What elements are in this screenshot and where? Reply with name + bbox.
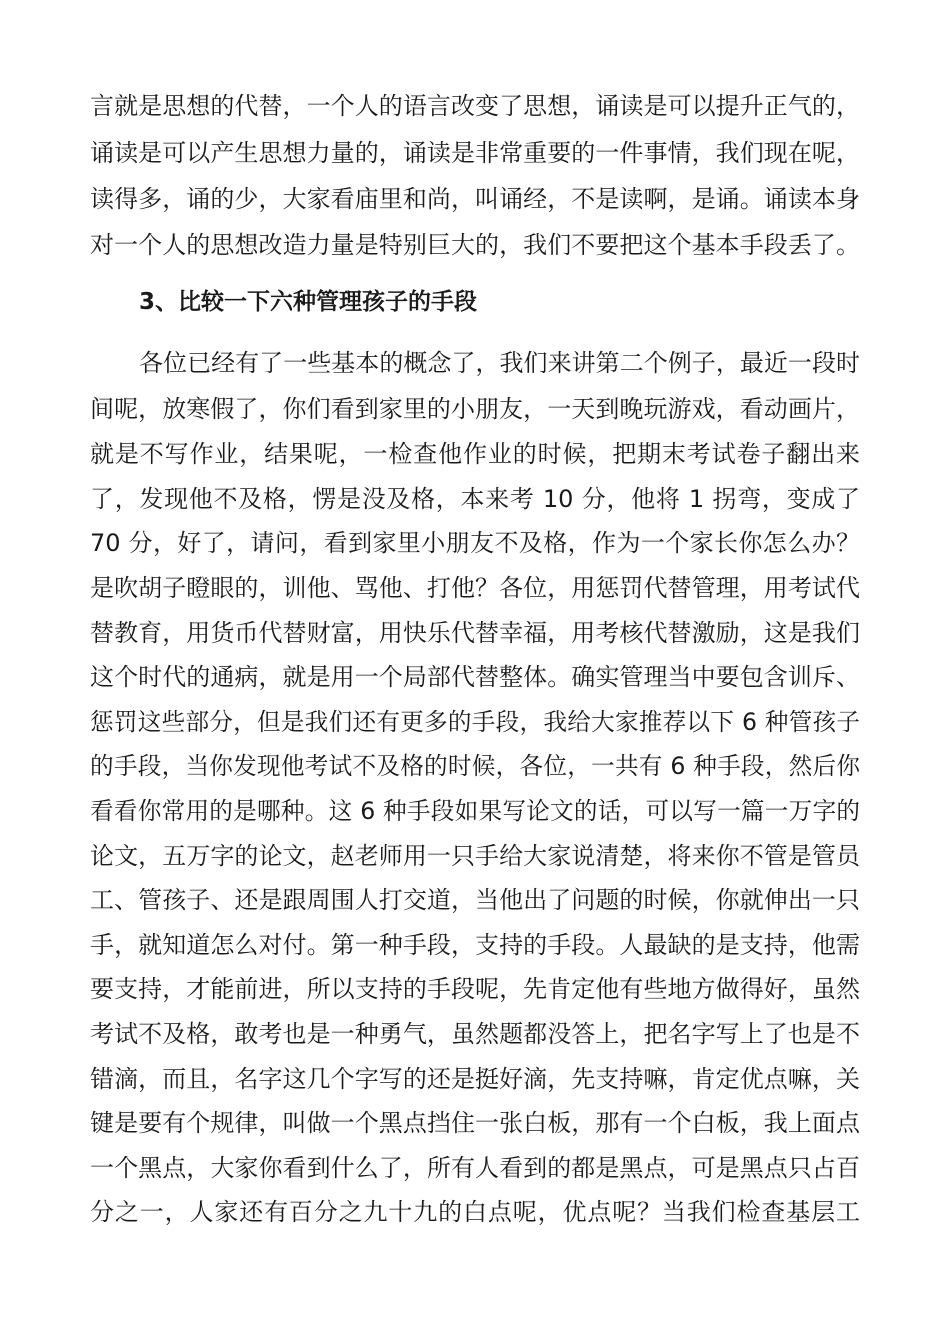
paragraph-line: 看看你常用的是哪种。这 6 种手段如果写论文的话，可以写一篇一万字的	[90, 797, 860, 825]
paragraph-line: 对一个人的思想改造力量是特别巨大的，我们不要把这个基本手段丢了。	[90, 231, 860, 259]
paragraph-line: 要支持，才能前进，所以支持的手段呢，先肯定他有些地方做得好，虽然	[90, 975, 860, 1003]
paragraph-line: 诵读是可以产生思想力量的，诵读是非常重要的一件事情，我们现在呢，	[90, 139, 860, 167]
paragraph-line: 70 分，好了，请问，看到家里小朋友不及格，作为一个家长你怎么办？	[90, 529, 860, 557]
paragraph-line: 替教育，用货币代替财富，用快乐代替幸福，用考核代替激励，这是我们	[90, 619, 860, 647]
paragraph-line: 各位已经有了一些基本的概念了，我们来讲第二个例子，最近一段时	[139, 349, 860, 377]
paragraph-line: 间呢，放寒假了，你们看到家里的小朋友，一天到晚玩游戏，看动画片，	[90, 395, 860, 423]
paragraph-line: 了，发现他不及格，愣是没及格，本来考 10 分，他将 1 拐弯，变成了	[90, 485, 860, 513]
paragraph-line: 论文，五万字的论文，赵老师用一只手给大家说清楚，将来你不管是管员	[90, 842, 860, 870]
paragraph-line: 这个时代的通病，就是用一个局部代替整体。确实管理当中要包含训斥、	[90, 663, 860, 691]
paragraph-line: 的手段，当你发现他考试不及格的时候，各位，一共有 6 种手段，然后你	[90, 752, 860, 780]
paragraph-line: 惩罚这些部分，但是我们还有更多的手段，我给大家推荐以下 6 种管孩子	[90, 708, 860, 736]
paragraph-line: 分之一，人家还有百分之九十九的白点呢，优点呢？当我们检查基层工	[90, 1198, 860, 1226]
paragraph-line: 考试不及格，敢考也是一种勇气，虽然题都没答上，把名字写上了也是不	[90, 1020, 860, 1048]
paragraph-line: 读得多，诵的少，大家看庙里和尚，叫诵经，不是读啊，是诵。诵读本身	[90, 185, 860, 213]
paragraph-line: 手，就知道怎么对付。第一种手段，支持的手段。人最缺的是支持，他需	[90, 931, 860, 959]
paragraph-line: 一个黑点，大家你看到什么了，所有人看到的都是黑点，可是黑点只占百	[90, 1154, 860, 1182]
paragraph-line: 言就是思想的代替，一个人的语言改变了思想，诵读是可以提升正气的，	[90, 92, 860, 120]
paragraph-line: 键是要有个规律，叫做一个黑点挡住一张白板，那有一个白板，我上面点	[90, 1109, 860, 1137]
paragraph-line: 错滴，而且，名字这几个字写的还是挺好滴，先支持嘛，肯定优点嘛，关	[90, 1065, 860, 1093]
paragraph-line: 工、管孩子、还是跟周围人打交道，当他出了问题的时候，你就伸出一只	[90, 886, 860, 914]
paragraph-line: 就是不写作业，结果呢，一检查他作业的时候，把期末考试卷子翻出来	[90, 440, 860, 468]
section-heading: 3、比较一下六种管理孩子的手段	[139, 289, 478, 315]
paragraph-line: 是吹胡子瞪眼的，训他、骂他、打他？各位，用惩罚代替管理，用考试代	[90, 574, 860, 602]
